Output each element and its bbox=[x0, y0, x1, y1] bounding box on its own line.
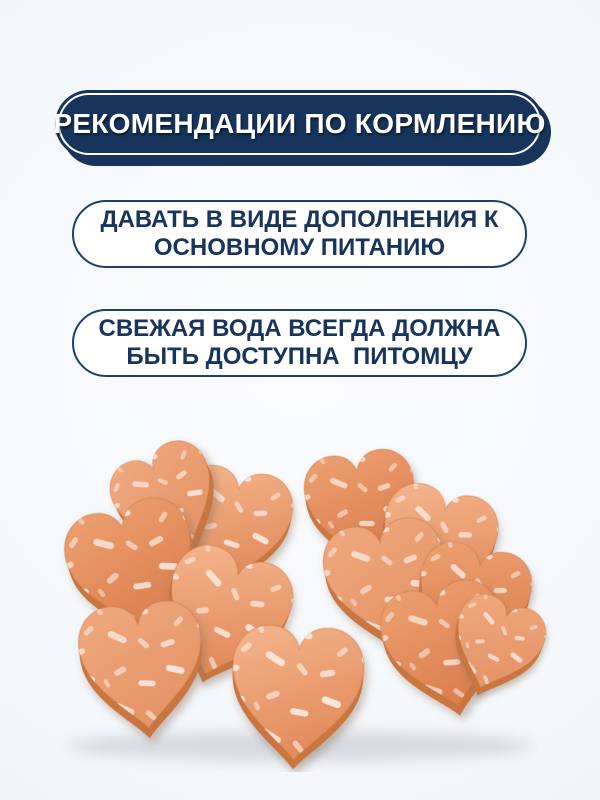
recommendation-card-supplement bbox=[72, 200, 527, 268]
recommendation-1-line-2: ОСНОВНОМУ ПИТАНИЮ bbox=[153, 234, 446, 261]
recommendation-card-water bbox=[72, 309, 527, 377]
recommendation-2-line-1: СВЕЖАЯ ВОДА ВСЕГДА ДОЛЖНА bbox=[98, 315, 501, 342]
header-banner bbox=[55, 90, 544, 158]
recommendation-2-line-2: БЫТЬ ДОСТУПНА ПИТОМЦУ bbox=[126, 343, 473, 370]
header-title: РЕКОМЕНДАЦИИ ПО КОРМЛЕНИЮ bbox=[53, 108, 546, 139]
recommendation-1-line-1: ДАВАТЬ В ВИДЕ ДОПОЛНЕНИЯ К bbox=[100, 206, 499, 233]
treats-photo bbox=[38, 428, 562, 772]
banner-pill bbox=[55, 90, 544, 158]
